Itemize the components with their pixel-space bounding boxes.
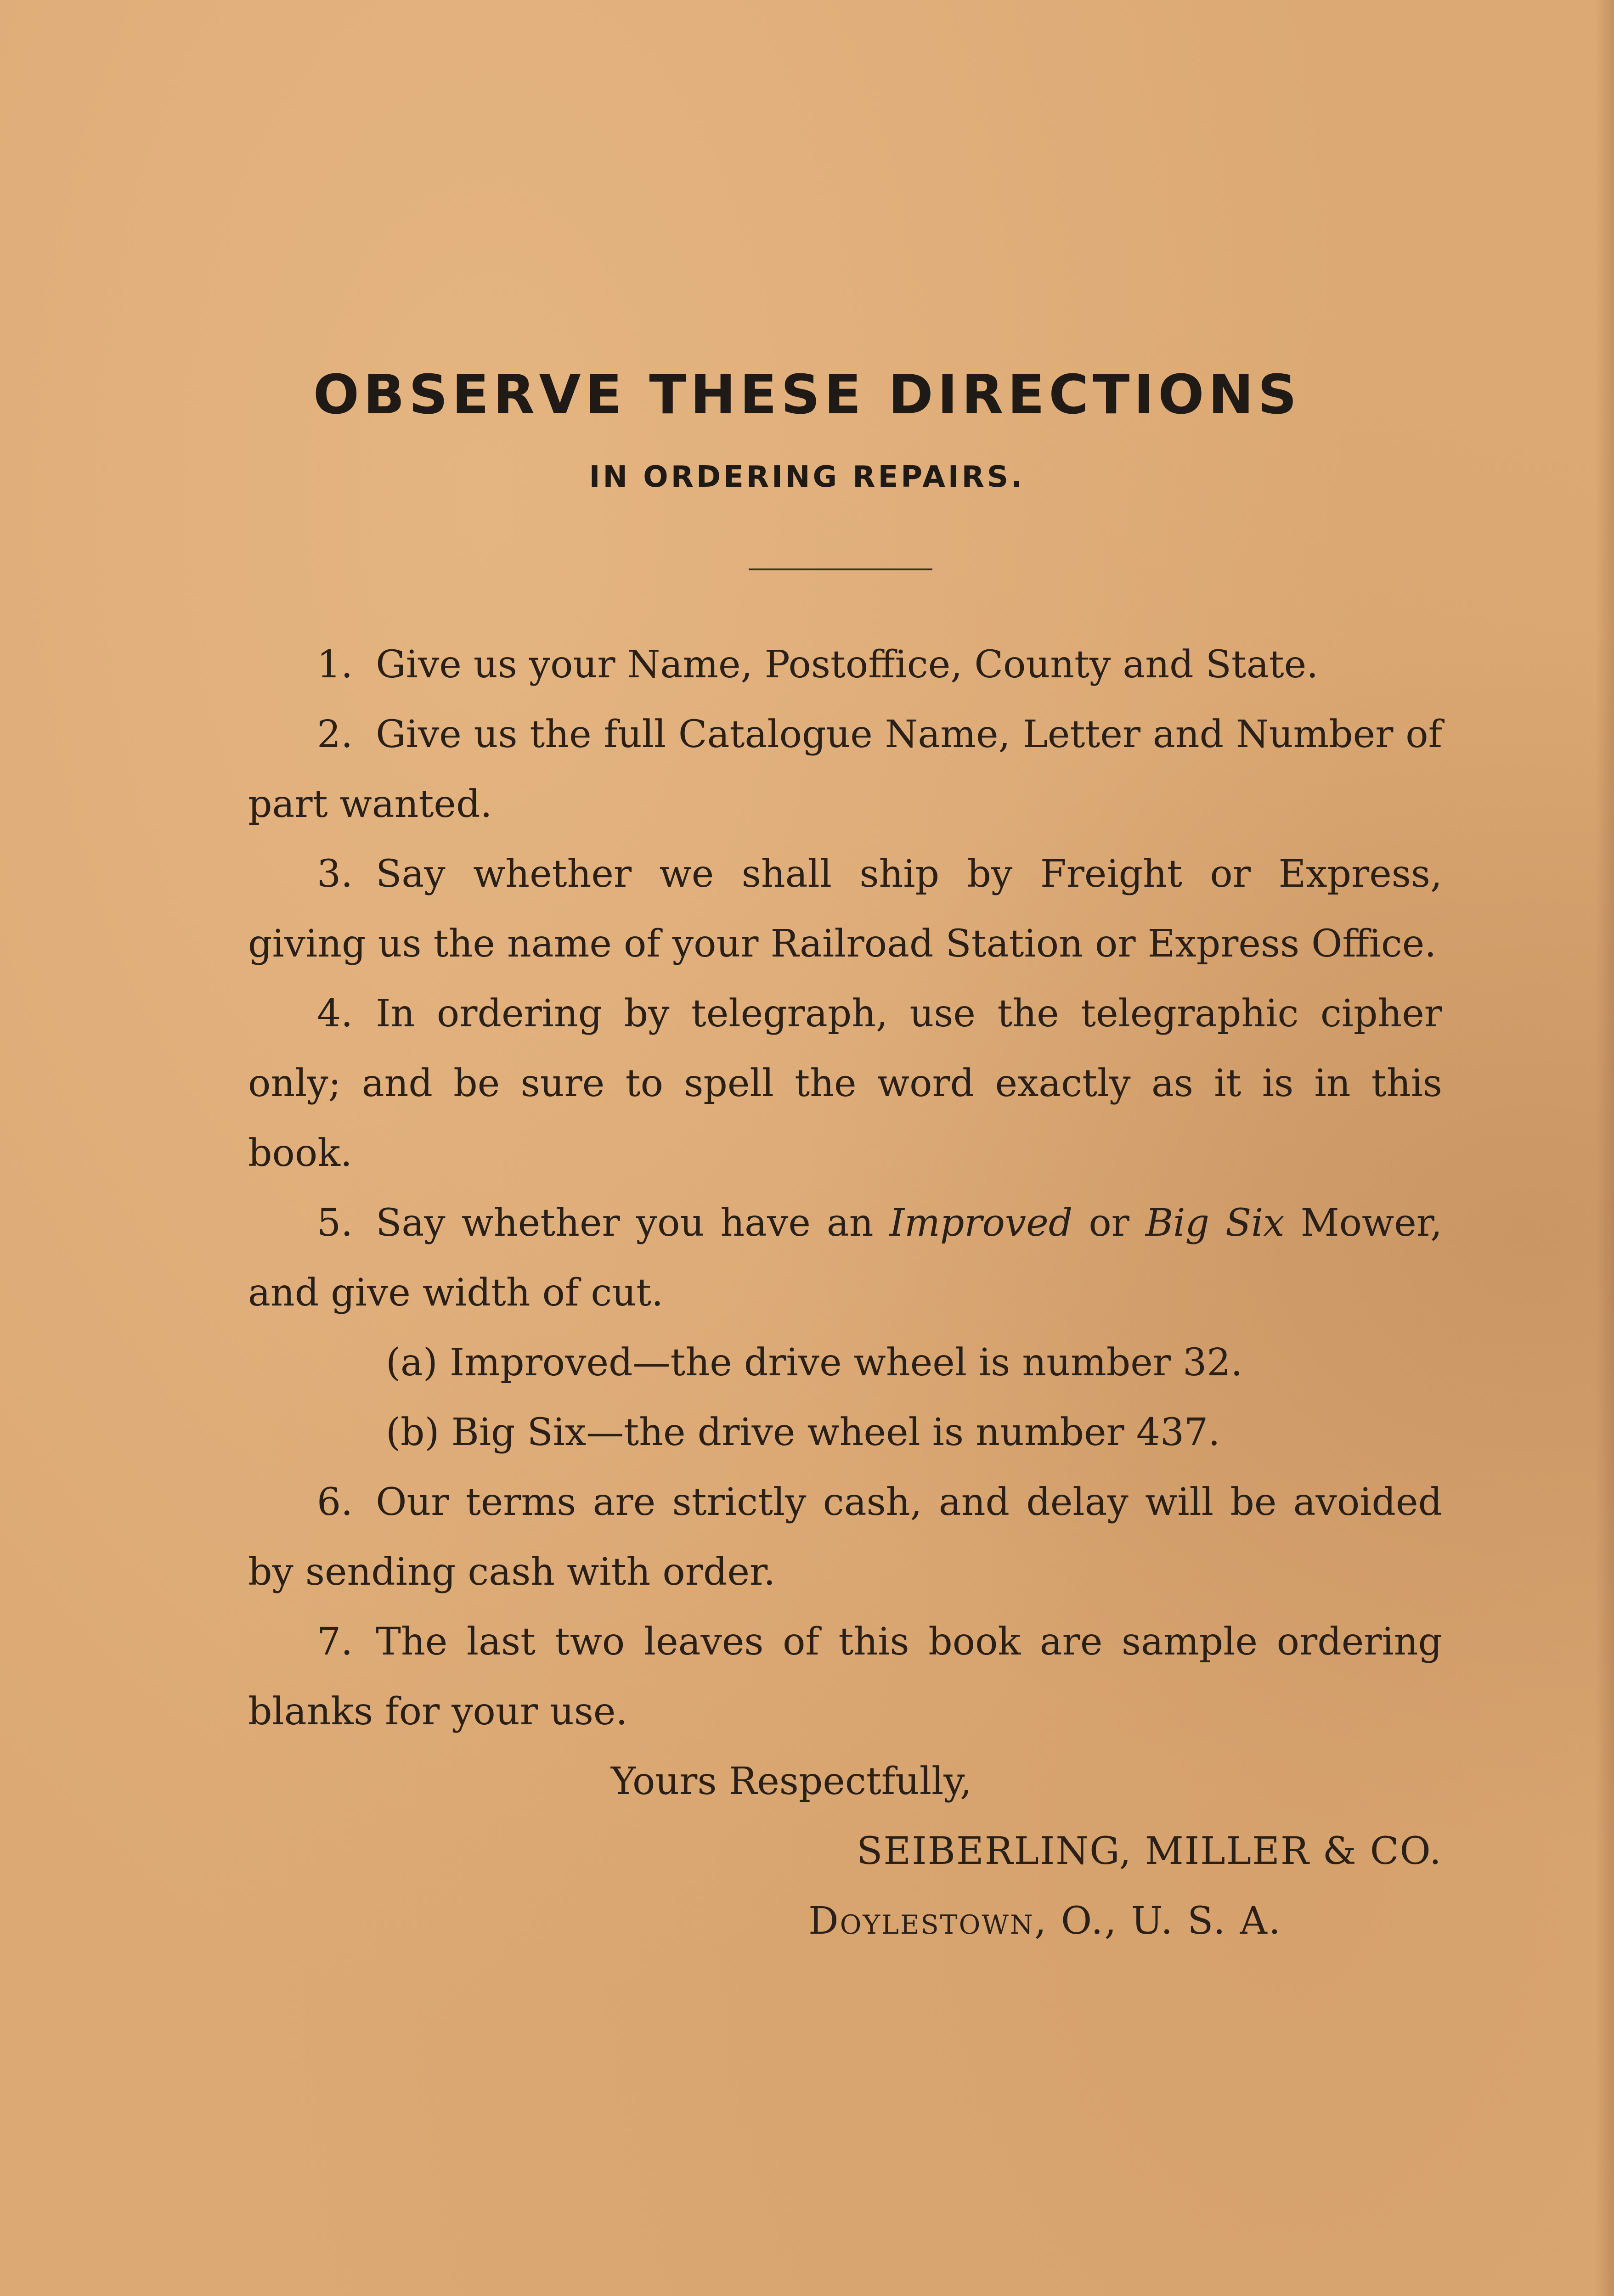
closing-salutation: Yours Respectfully, [611,1760,972,1803]
direction-text: Our terms are strictly cash, and delay will be avoided by sending cash with order. [248,1480,1442,1594]
direction-number: 6. [317,1480,353,1524]
direction-item-1 [248,630,1442,700]
mower-model-improved: Improved [889,1201,1073,1245]
directions-list [248,630,1442,1956]
sub-item-text: Improved—the drive wheel is number 32. [449,1341,1243,1384]
page-title: OBSERVE THESE DIRECTIONS [313,363,1301,426]
direction-item-3 [248,839,1442,979]
direction-number: 5. [317,1201,353,1245]
page-subtitle: IN ORDERING REPAIRS. [589,460,1025,494]
direction-text: In ordering by telegraph, use the telegraphic cipher only; and be sure to spell the word exactly as it is in this book. [248,992,1442,1175]
closing-company: SEIBERLING, MILLER & CO. [857,1829,1442,1873]
direction-text: Say whether we shall ship by Freight or Express, giving us the name of your Railroad Station or Express Office. [248,852,1442,966]
direction-text-start: Say whether you have an [376,1201,874,1245]
direction-number: 3. [317,852,353,896]
closing-location: Doylestown, O., U. S. A. [808,1899,1282,1943]
mower-model-big-six: Big Six [1145,1201,1285,1245]
sub-item-label: (b) [386,1411,440,1454]
heading-divider [749,568,932,570]
direction-number: 1. [317,643,353,687]
direction-text: The last two leaves of this book are sample ordering blanks for your use. [248,1620,1442,1733]
page-edge-shadow [1596,0,1614,2296]
direction-number: 4. [317,992,353,1035]
sub-item-label: (a) [386,1341,438,1384]
direction-text: Give us the full Catalogue Name, Letter and Number of part wanted. [248,713,1442,826]
direction-item-5 [248,1188,1442,1328]
sub-item-text: Big Six—the drive wheel is number 437. [451,1411,1220,1454]
sub-item-a [248,1328,1442,1398]
sub-item-b [248,1398,1442,1468]
direction-number: 7. [317,1620,353,1664]
direction-text: Give us your Name, Postoffice, County and State. [376,643,1319,687]
direction-item-4 [248,979,1442,1188]
direction-text-end: Mower, and give width of cut. [248,1201,1443,1315]
direction-item-2 [248,700,1442,839]
direction-item-7 [248,1607,1442,1747]
direction-text-mid: or [1089,1201,1129,1245]
direction-item-6 [248,1468,1442,1607]
direction-number: 2. [317,713,353,756]
